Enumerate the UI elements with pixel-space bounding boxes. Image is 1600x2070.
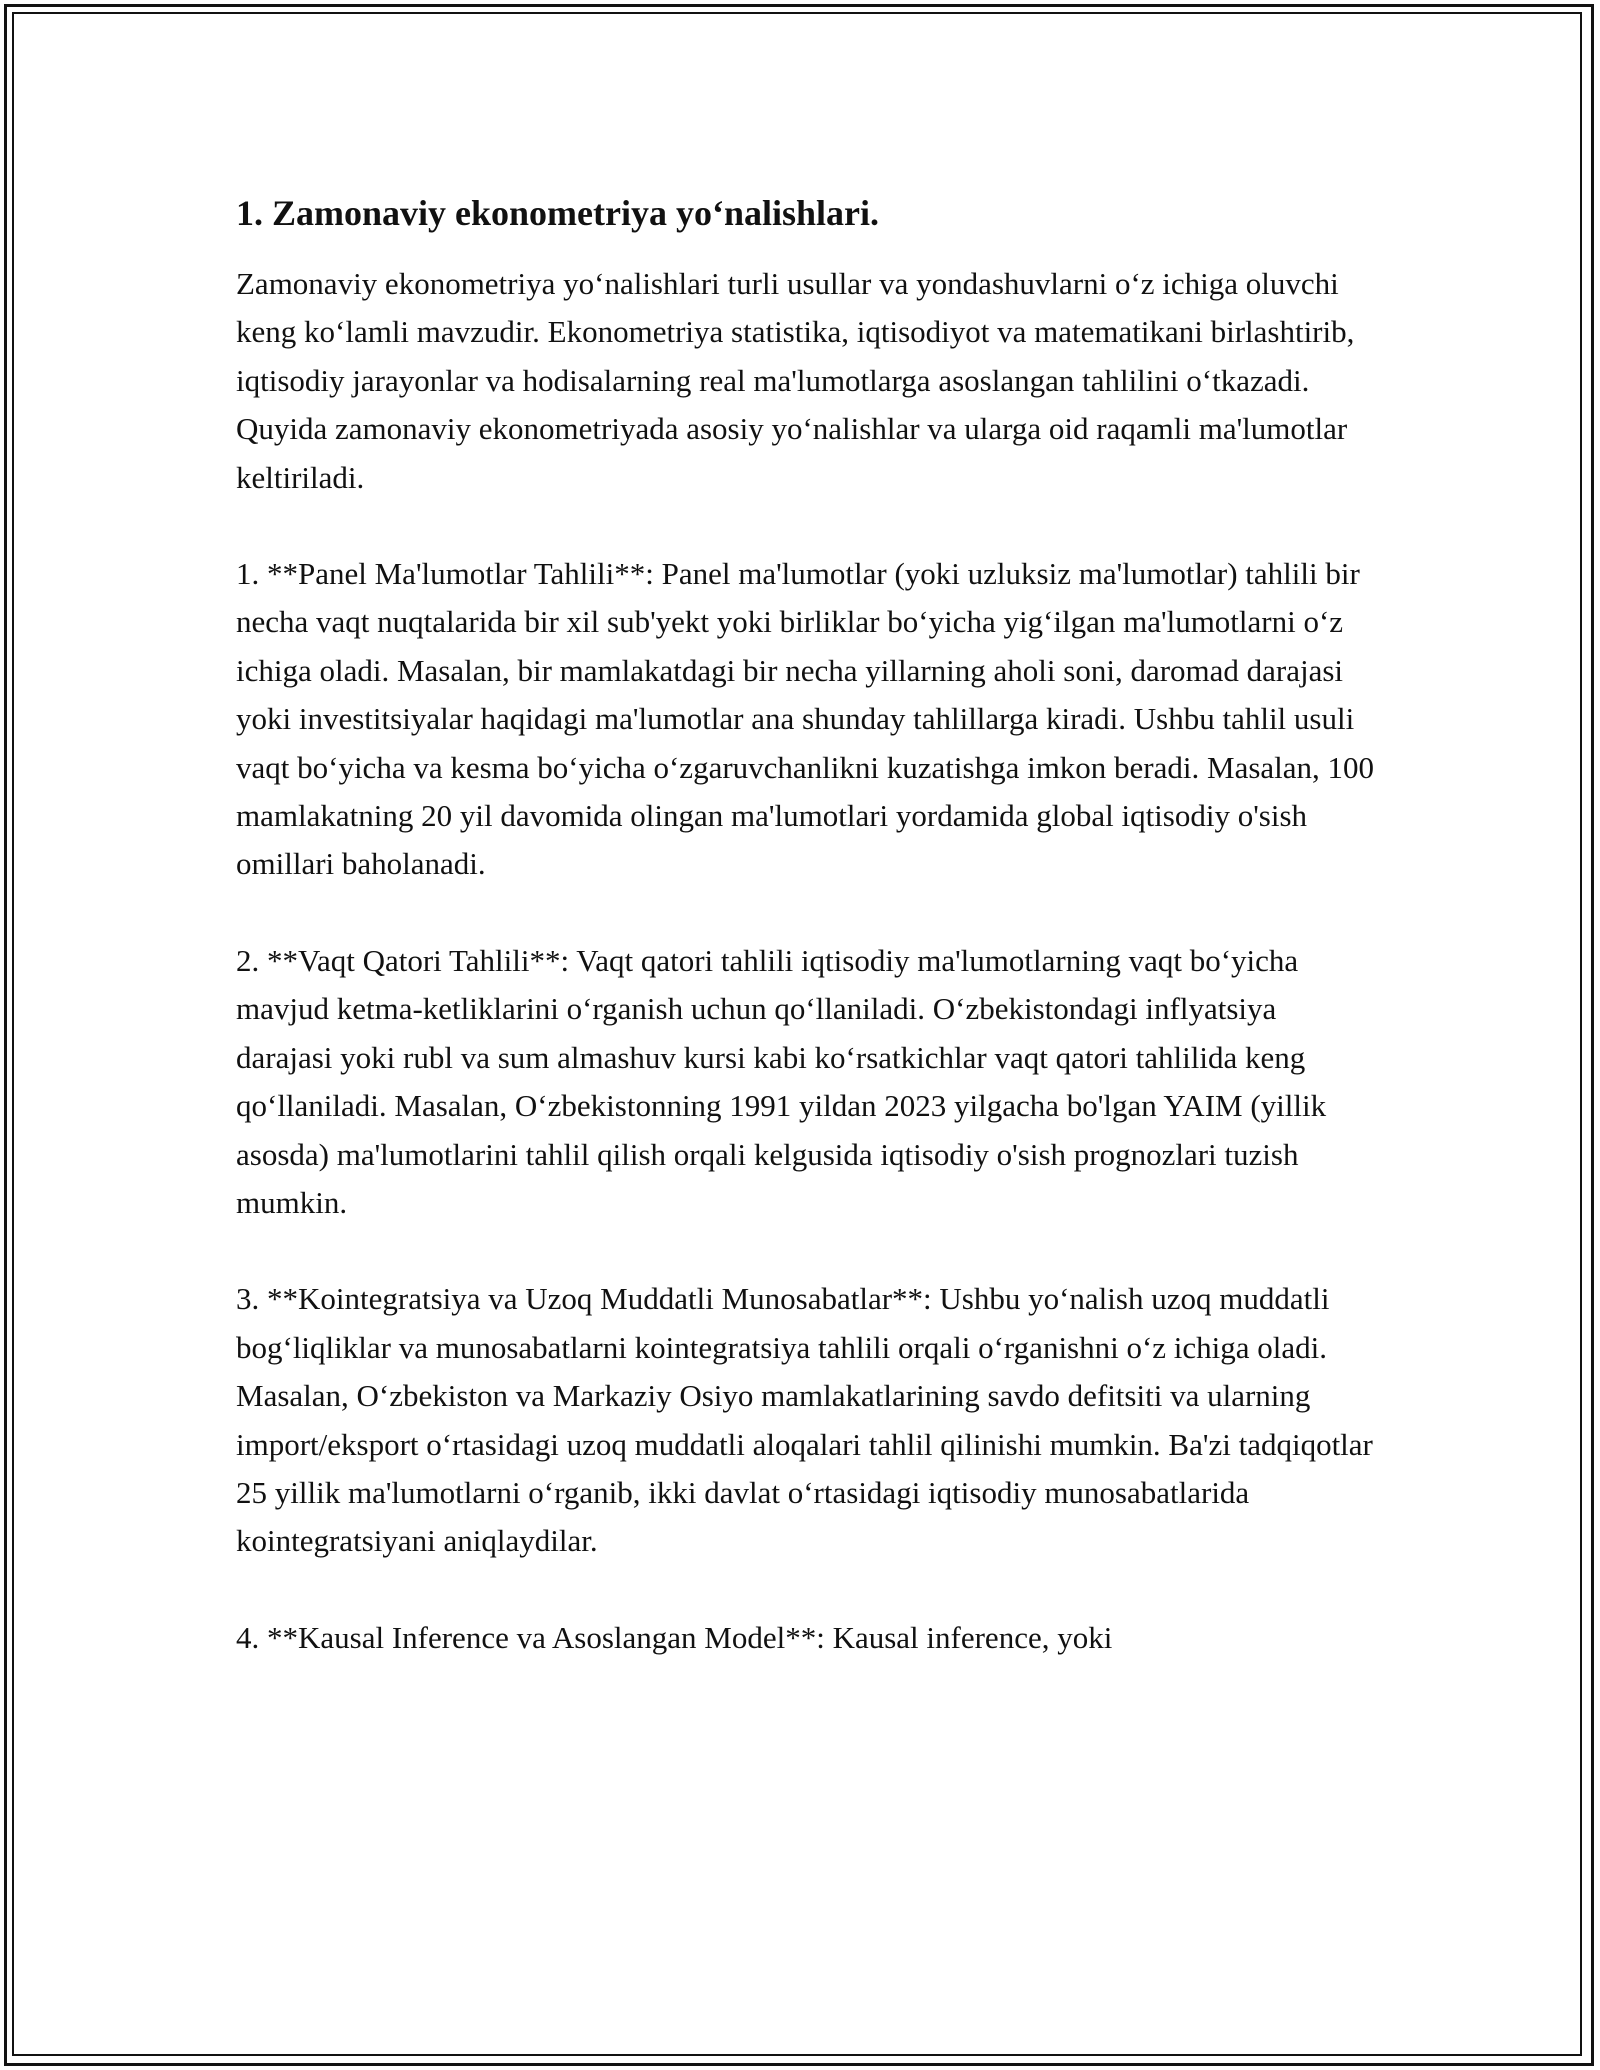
intro-paragraph: Zamonaviy ekonometriya yo‘nalishlari turli usullar va yondashuvlarni o‘z ichiga oluvchi keng ko‘lamli mavzudir. Ekonometriya statistika, iqtisodiyot va matematikani birlashtirib, iqtisodiy jarayonlar va hodisalarning real ma'lumotlarga asoslangan tahlilini o‘tkazadi. Quyida zamonaviy ekonometriyada asosiy yo‘nalishlar va ularga oid raqamli ma'lumotlar keltiriladi.	[236, 266, 1355, 495]
paragraph-time-series: 2. **Vaqt Qatori Tahlili**: Vaqt qatori tahlili iqtisodiy ma'lumotlarning vaqt bo‘yicha mavjud ketma-ketliklarini o‘rganish uchun qo‘llaniladi. O‘zbekistondagi inflyatsiya darajasi yoki rubl va sum almashuv kursi kabi ko‘rsatkichlar vaqt qatori tahlilida keng qo‘llaniladi. Masalan, O‘zbekistonning 1991 yildan 2023 yilgacha bo'lgan YAIM (yillik asosda) ma'lumotlarini tahlil qilish orqali kelgusida iqtisodiy o'sish prognozlari tuzish mumkin.	[236, 942, 1327, 1220]
paragraph-cointegration: 3. **Kointegratsiya va Uzoq Muddatli Munosabatlar**: Ushbu yo‘nalish uzoq muddatli bog‘liqliklar va munosabatlarni kointegratsiya tahlili orqali o‘rganishni o‘z ichiga oladi. Masalan, O‘zbekiston va Markaziy Osiyo mamlakatlarining savdo defitsiti va ularning import/eksport o‘rtasidagi uzoq muddatli aloqalari tahlil qilinishi mumkin. Ba'zi tadqiqotlar 25 yillik ma'lumotlarni o‘rganib, ikki davlat o‘rtasidagi iqtisodiy munosabatlarida kointegratsiyani aniqlaydilar.	[236, 1281, 1373, 1559]
section-heading: 1. Zamonaviy ekonometriya yo‘nalishlari.	[236, 193, 880, 233]
document-body	[236, 190, 1376, 1662]
paragraph-panel-data: 1. **Panel Ma'lumotlar Tahlili**: Panel ma'lumotlar (yoki uzluksiz ma'lumotlar) tahlili bir necha vaqt nuqtalarida bir xil sub'yekt yoki birliklar bo‘yicha yig‘ilgan ma'lumotlarni o‘z ichiga oladi. Masalan, bir mamlakatdagi bir necha yillarning aholi soni, daromad darajasi yoki investitsiyalar haqidagi ma'lumotlar ana shunday tahlillarga kiradi. Ushbu tahlil usuli vaqt bo‘yicha va kesma bo‘yicha o‘zgaruvchanlikni kuzatishga imkon beradi. Masalan, 100 mamlakatning 20 yil davomida olingan ma'lumotlari yordamida global iqtisodiy o'sish omillari baholanadi.	[236, 556, 1375, 882]
paragraph-causal-inference: 4. **Kausal Inference va Asoslangan Model**: Kausal inference, yoki	[236, 1619, 1113, 1655]
